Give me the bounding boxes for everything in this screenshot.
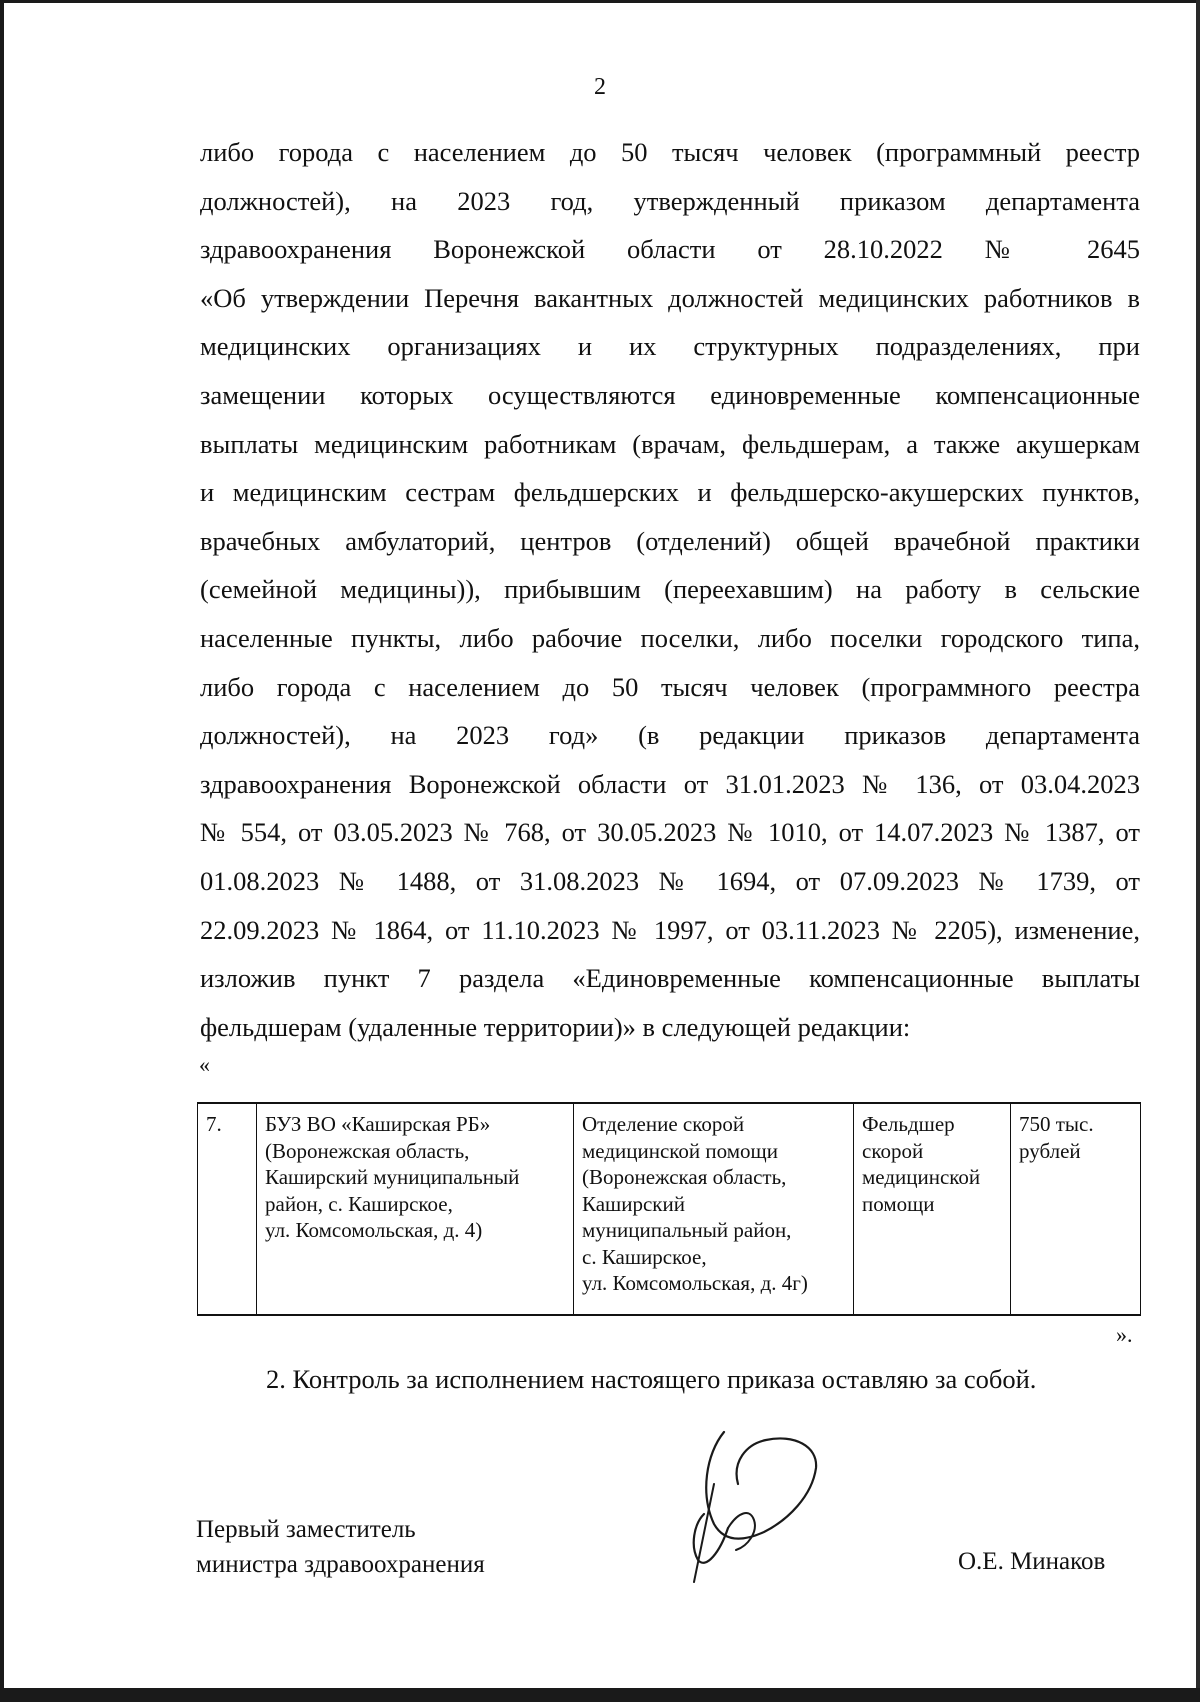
body-line: изложив пункт 7 раздела «Единовременные компенсационные выплаты bbox=[200, 963, 1140, 994]
cell-line: с. Каширское, bbox=[582, 1244, 707, 1269]
cell-line: Фельдшер bbox=[862, 1112, 955, 1136]
body-line: (семейной медицины)), прибывшим (переехавшим) на работу в сельские bbox=[200, 574, 1140, 605]
body-line: здравоохранения Воронежской области от 31.01.2023 № 136, от 03.04.2023 bbox=[200, 768, 1140, 799]
signer-name: О.Е. Минаков bbox=[958, 1548, 1106, 1575]
cell-line: медицинской помощи bbox=[582, 1138, 778, 1163]
page-number: 2 bbox=[594, 74, 606, 100]
body-line: должностей), на 2023 год» (в редакции приказов департамента bbox=[200, 720, 1140, 751]
body-line: медицинских организациях и их структурных подразделениях, при bbox=[200, 331, 1140, 362]
body-line: либо города с населением до 50 тысяч человек (программного реестра bbox=[200, 671, 1140, 702]
body-line-last: фельдшерам (удаленные территории)» в следующей редакции: bbox=[200, 1011, 911, 1042]
cell-subdivision bbox=[574, 1103, 854, 1315]
cell-line: рублей bbox=[1019, 1138, 1081, 1163]
cell-line: 7. bbox=[206, 1112, 222, 1136]
body-line: должностей), на 2023 год, утвержденный приказом департамента bbox=[200, 185, 1140, 216]
cell-line: (Воронежская область, bbox=[265, 1138, 470, 1163]
cell-line: район, с. Каширское, bbox=[265, 1191, 453, 1216]
amendment-table bbox=[197, 1102, 1141, 1316]
cell-amount bbox=[1011, 1103, 1141, 1315]
body-line: № 554, от 03.05.2023 № 768, от 30.05.2023 № 1010, от 14.07.2023 № 1387, от bbox=[200, 817, 1140, 848]
signer-title bbox=[196, 1512, 485, 1582]
cell-position bbox=[854, 1103, 1011, 1315]
cell-organization bbox=[257, 1103, 574, 1315]
signer-title-line: министра здравоохранения bbox=[196, 1551, 485, 1578]
cell-line: Каширский муниципальный bbox=[265, 1165, 520, 1189]
body-line: 01.08.2023 № 1488, от 31.08.2023 № 1694, от 07.09.2023 № 1739, от bbox=[200, 865, 1140, 896]
cell-line: муниципальный район, bbox=[582, 1218, 792, 1242]
cell-line: медицинской bbox=[862, 1165, 981, 1189]
cell-line: ул. Комсомольская, д. 4г) bbox=[582, 1271, 808, 1295]
cell-line: 750 тыс. bbox=[1019, 1112, 1094, 1136]
quote-open: « bbox=[199, 1052, 210, 1077]
body-line: выплаты медицинским работникам (врачам, фельдшерам, а также акушеркам bbox=[200, 428, 1140, 459]
signer-title-line: Первый заместитель bbox=[196, 1516, 416, 1543]
scan-edge-right bbox=[1196, 0, 1200, 1702]
cell-line: помощи bbox=[862, 1191, 935, 1216]
body-line: и медицинским сестрам фельдшерских и фельдшерско-акушерских пунктов, bbox=[200, 477, 1140, 508]
body-line: врачебных амбулаторий, центров (отделений) общей врачебной практики bbox=[200, 525, 1140, 556]
cell-line: (Воронежская область, bbox=[582, 1165, 787, 1189]
quote-close: ». bbox=[1116, 1322, 1133, 1347]
cell-line: скорой bbox=[862, 1138, 924, 1163]
body-line: здравоохранения Воронежской области от 28.10.2022 № 2645 bbox=[200, 234, 1140, 265]
body-text bbox=[200, 128, 1140, 1051]
scan-edge-bottom bbox=[0, 1688, 1200, 1702]
body-line: либо города с населением до 50 тысяч человек (программный реестр bbox=[200, 137, 1140, 167]
handwritten-signature bbox=[684, 1424, 834, 1584]
scan-edge-top bbox=[0, 0, 1200, 3]
cell-line: ул. Комсомольская, д. 4) bbox=[265, 1218, 483, 1242]
cell-line: Каширский bbox=[582, 1191, 685, 1216]
body-line: «Об утверждении Перечня вакантных должностей медицинских работников в bbox=[200, 282, 1140, 313]
cell-line: Отделение скорой bbox=[582, 1112, 745, 1136]
body-line: 22.09.2023 № 1864, от 11.10.2023 № 1997, от 03.11.2023 № 2205), изменение, bbox=[200, 914, 1140, 945]
scan-edge-left bbox=[0, 0, 4, 1702]
table-row bbox=[198, 1103, 1141, 1315]
body-line: населенные пункты, либо рабочие поселки, либо поселки городского типа, bbox=[200, 622, 1140, 653]
body-line: замещении которых осуществляются единовременные компенсационные bbox=[200, 379, 1140, 410]
cell-line: БУЗ ВО «Каширская РБ» bbox=[265, 1112, 491, 1136]
paragraph-item-2: 2. Контроль за исполнением настоящего приказа оставляю за собой. bbox=[266, 1364, 1037, 1394]
cell-number bbox=[198, 1103, 257, 1315]
